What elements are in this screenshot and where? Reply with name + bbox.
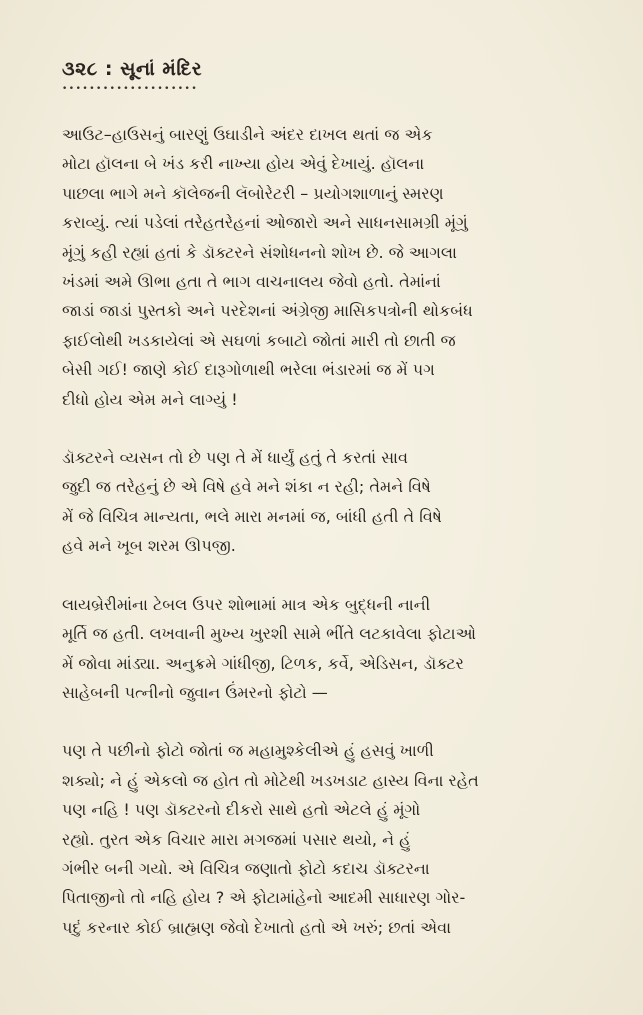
text-line: જાડાં જાડાં પુસ્તકો અને પરદેશનાં અંગ્રેજી માસિકપત્રોની થોકબંધ — [62, 301, 473, 321]
header-rule-dots: •••••••••••••••••••• — [62, 84, 199, 94]
body-text — [62, 120, 582, 971]
text-line: જુદી જ તરેહનું છે એ વિષે હવે મને શંકા ન રહી; તેમને વિષે — [62, 477, 431, 497]
text-line: લાયબ્રેરીમાંના ટેબલ ઉપર શોભામાં માત્ર એક બુદ્ધની નાની — [62, 594, 431, 614]
paragraph-2 — [62, 443, 582, 561]
text-line: સાહેબની પત્નીનો જુવાન ઉંમરનો ફોટો — — [62, 682, 328, 702]
text-line: પણ તે પછીનો ફોટો જોતાં જ મહામુશ્કેલીએ હું હસવું ખાળી — [62, 741, 434, 761]
text-line: પાછલા ભાગે મને કૉલેજની લૅબોરેટરી – પ્રયોગશાળાનું સ્મરણ — [62, 183, 444, 203]
text-line: મૂર્તિ જ હતી. લખવાની મુખ્ય ખુરશી સામે ભીંતે લટકાવેલા ફોટાઓ — [62, 624, 476, 644]
text-line: આઉટ–હાઉસનું બારણું ઉઘાડીને અંદર દાખલ થતાં જ એક — [62, 125, 433, 144]
text-line: મૂંગું કહી રહ્યાં હતાં કે ડૉક્ટરને સંશોધનનો શોખ છે. જે આગલા — [62, 242, 457, 262]
paragraph-1 — [62, 120, 582, 414]
text-line: રહ્યો. તુરત એક વિચાર મારા મગજમાં પસાર થયો, ને હું — [62, 829, 411, 849]
text-line: ફાઈલોથી ખડકાયેલાં એ સઘળાં કબાટો જોતાં મારી તો છાતી જ — [62, 330, 456, 350]
text-line: દીધો હોય એમ મને લાગ્યું ! — [62, 389, 238, 409]
text-line: શક્યો; ને હું એકલો જ હોત તો મોટેથી ખડખડાટ હાસ્ય વિના રહેત — [62, 770, 479, 790]
running-head: ૩૨૮ : સૂનાં મંદિર — [62, 58, 203, 80]
text-line: પિતાજીનો તો નહિ હોય ? એ ફોટામાંહેનો આદમી સાધારણ ગોર- — [62, 888, 466, 908]
text-line: બેસી ગઈ! જાણે કોઈ દારૂગોળાથી ભરેલા ભંડારમાં જ મેં પગ — [62, 360, 435, 380]
text-line: મોટા હૉલના બે ખંડ કરી નાખ્યા હોય એવું દેખાયું. હૉલના — [62, 154, 425, 174]
text-line: કરાવ્યું. ત્યાં પડેલાં તરેહતરેહનાં ઓજારો અને સાધનસામગ્રી મૂંગું — [62, 213, 468, 233]
page-header — [62, 58, 202, 94]
text-line: ખંડમાં અમે ઊભા હતા તે ભાગ વાચનાલય જેવો હતો. તેમાંનાં — [62, 272, 441, 292]
text-line: મેં જે વિચિત્ર માન્યતા, ભલે મારા મનમાં જ, બાંધી હતી તે વિષે — [62, 506, 442, 526]
text-line: પણ નહિ ! પણ ડૉક્ટરનો દીકરો સાથે હતો એટલે હું મૂંગો — [62, 800, 421, 820]
text-line: હવે મને ખૂબ શરમ ઊપજી. — [62, 536, 236, 556]
text-line: મેં જોવા માંડ્યા. અનુક્રમે ગાંધીજી, ટિળક, કર્વે, એડિસન, ડૉક્ટર — [62, 653, 464, 673]
paragraph-3 — [62, 590, 582, 708]
paragraph-4 — [62, 736, 582, 942]
text-line: પદું કરનાર કોઈ બ્રાહ્મણ જેવો દેખાતો હતો એ ખરું; છતાં એવા — [62, 917, 452, 937]
text-line: ગંભીર બની ગયો. એ વિચિત્ર જણાતો ફોટો કદાચ ડૉક્ટરના — [62, 858, 430, 878]
text-line: ડૉક્ટરને વ્યસન તો છે પણ તે મેં ધાર્યું હતું તે કરતાં સાવ — [62, 448, 408, 468]
